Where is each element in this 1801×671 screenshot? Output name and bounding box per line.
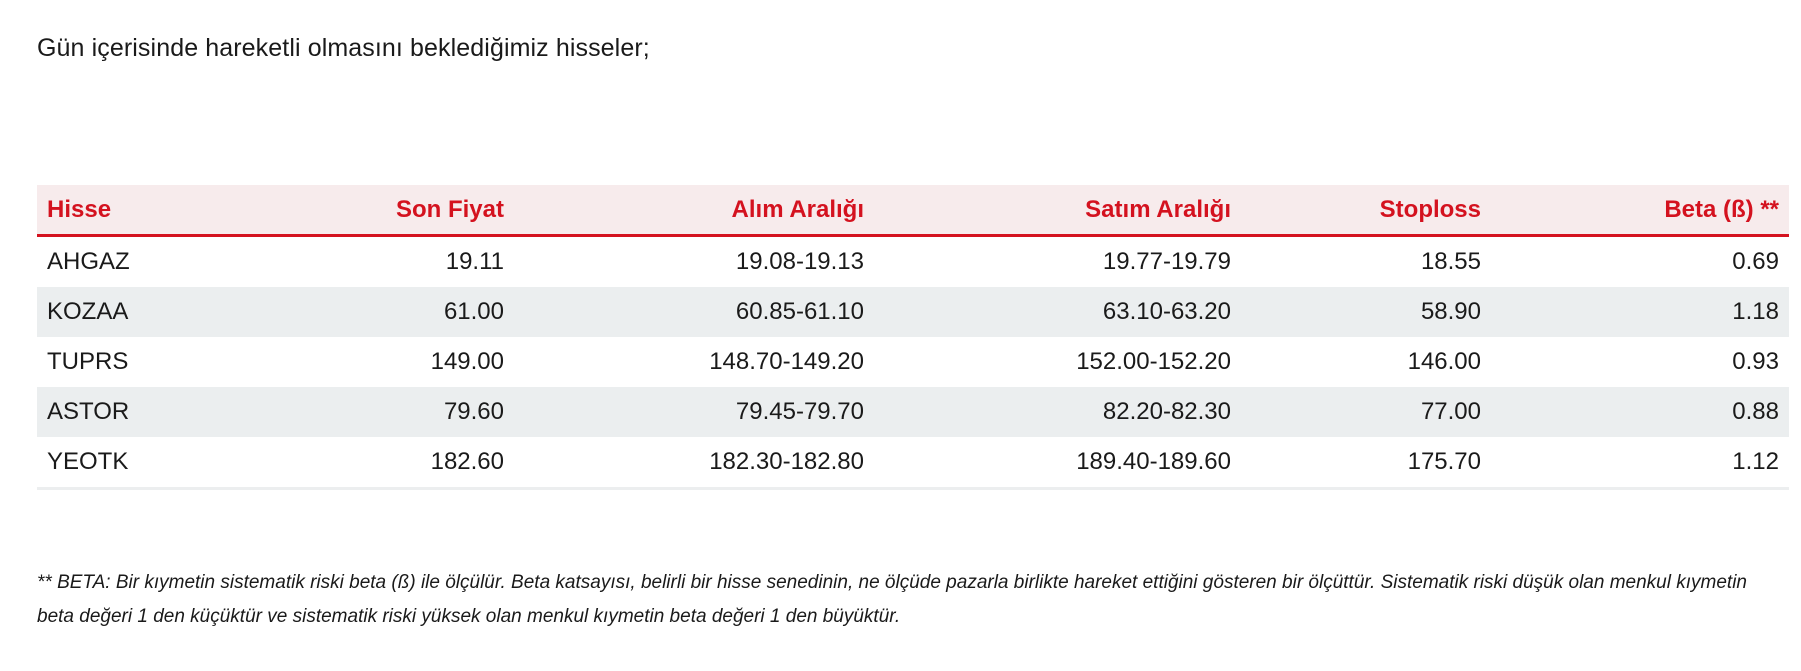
header-stoploss: Stoploss <box>1379 195 1481 223</box>
header-son-fiyat: Son Fiyat <box>395 195 504 223</box>
cell-satim-araligi: 189.40-189.60 <box>1076 448 1231 475</box>
header-beta: Beta (ß) ** <box>1664 195 1779 223</box>
cell-satim-araligi: 82.20-82.30 <box>1102 398 1231 425</box>
beta-footnote: ** BETA: Bir kıymetin sistematik riski beta (ß) ile ölçülür. Beta katsayısı, belirli bir hisse senedinin, ne ölçüde pazarla birlikte hareket ettiğini gösteren bir ölçüttür. Sistematik riski düşük olan menkul kıymetin beta değeri 1 den küçüktür ve sistematik riski yüksek olan menkul kıymetin beta değeri 1 den büyüktür. <box>37 572 1747 627</box>
cell-son-fiyat: 61.00 <box>443 298 504 325</box>
cell-hisse: ASTOR <box>47 398 130 425</box>
table-header-row <box>37 185 1789 236</box>
cell-stoploss: 175.70 <box>1407 448 1481 475</box>
header-alim-araligi: Alım Aralığı <box>731 195 864 223</box>
cell-beta: 1.18 <box>1732 298 1779 325</box>
header-hisse: Hisse <box>47 195 112 223</box>
cell-son-fiyat: 149.00 <box>430 348 504 375</box>
table-row <box>37 387 1789 437</box>
table-row <box>37 437 1789 489</box>
cell-stoploss: 18.55 <box>1420 248 1481 275</box>
cell-hisse: YEOTK <box>47 448 129 475</box>
cell-beta: 0.93 <box>1732 348 1779 375</box>
stock-table <box>37 185 1789 490</box>
cell-satim-araligi: 19.77-19.79 <box>1102 248 1231 275</box>
cell-alim-araligi: 60.85-61.10 <box>735 298 864 325</box>
stock-table-container <box>37 185 1789 490</box>
cell-stoploss: 77.00 <box>1420 398 1481 425</box>
cell-hisse: KOZAA <box>47 298 129 325</box>
cell-beta: 0.69 <box>1732 248 1779 275</box>
cell-alim-araligi: 79.45-79.70 <box>735 398 864 425</box>
table-row <box>37 337 1789 387</box>
cell-alim-araligi: 182.30-182.80 <box>709 448 864 475</box>
header-satim-araligi: Satım Aralığı <box>1085 195 1231 223</box>
cell-alim-araligi: 19.08-19.13 <box>735 248 864 275</box>
table-row <box>37 287 1789 337</box>
cell-hisse: AHGAZ <box>47 248 130 275</box>
cell-hisse: TUPRS <box>47 348 129 375</box>
table-row <box>37 236 1789 288</box>
intro-text: Gün içerisinde hareketli olmasını beklediğimiz hisseler; <box>37 34 650 62</box>
cell-beta: 1.12 <box>1732 448 1779 475</box>
cell-alim-araligi: 148.70-149.20 <box>709 348 864 375</box>
cell-beta: 0.88 <box>1732 398 1779 425</box>
cell-son-fiyat: 19.11 <box>445 248 504 275</box>
cell-satim-araligi: 152.00-152.20 <box>1076 348 1231 375</box>
cell-son-fiyat: 79.60 <box>443 398 504 425</box>
cell-stoploss: 58.90 <box>1420 298 1481 325</box>
cell-son-fiyat: 182.60 <box>430 448 504 475</box>
cell-satim-araligi: 63.10-63.20 <box>1102 298 1231 325</box>
cell-stoploss: 146.00 <box>1407 348 1481 375</box>
